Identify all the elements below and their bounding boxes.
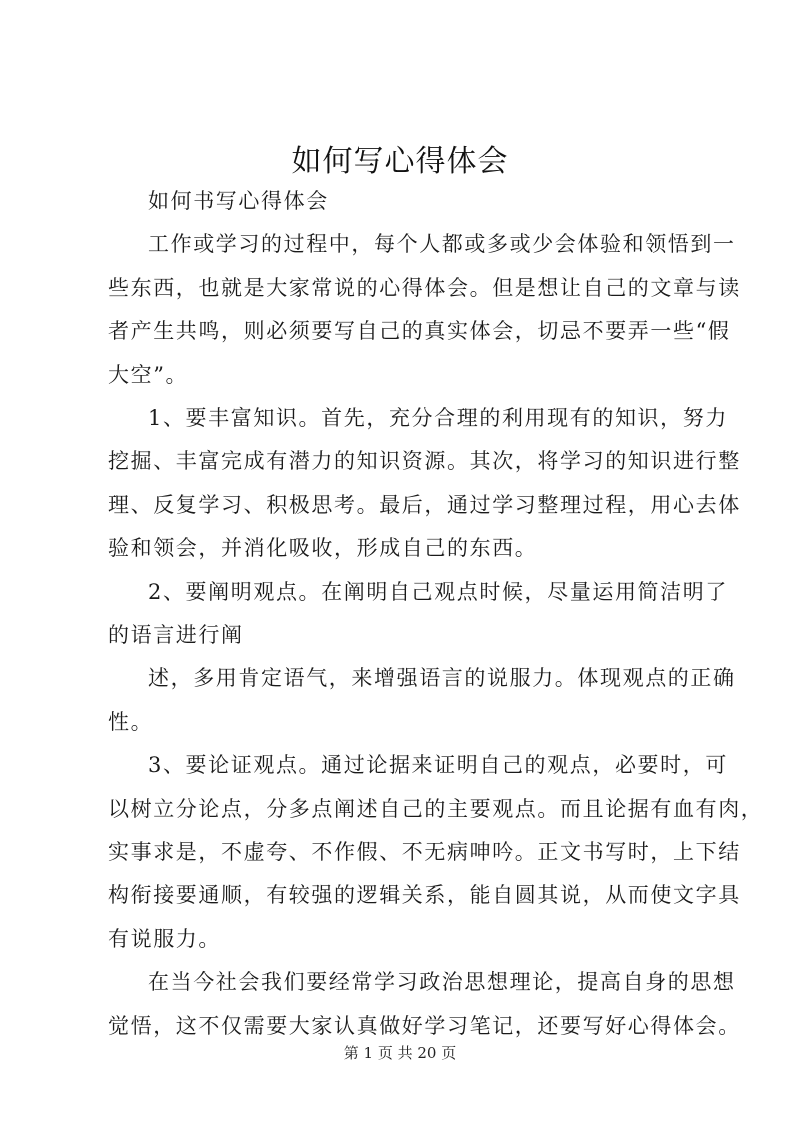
page-number-footer: 第 1 页 共 20 页 (343, 1044, 457, 1062)
paragraph-line: 3、要论证观点。通过论据来证明自己的观点，必要时，可 (148, 753, 728, 777)
paragraph-line: 挖掘、丰富完成有潜力的知识资源。其次，将学习的知识进行整 (108, 449, 741, 473)
paragraph-line: 工作或学习的过程中，每个人都或多或少会体验和领悟到一 (148, 232, 736, 256)
paragraph-line: 验和领会，并消化吸收，形成自己的东西。 (108, 536, 538, 560)
paragraph-line: 在当今社会我们要经常学习政治思想理论，提高自身的思想 (148, 970, 736, 994)
paragraph-line: 觉悟，这不仅需要大家认真做好学习笔记，还要写好心得体会。 (108, 1014, 741, 1038)
paragraph-line: 性。 (108, 710, 154, 734)
paragraph-line: 实事求是，不虚夸、不作假、不无病呻吟。正文书写时，上下结 (108, 840, 741, 864)
paragraph-line: 的语言进行阐 (108, 623, 244, 647)
paragraph-line: 理、反复学习、积极思考。最后，通过学习整理过程，用心去体 (108, 493, 741, 517)
paragraph-line: 些东西，也就是大家常说的心得体会。但是想让自己的文章与读 (108, 276, 741, 300)
subtitle-line: 如何书写心得体会 (148, 189, 329, 213)
paragraph-line: 大空”。 (108, 363, 189, 387)
paragraph-line: 2、要阐明观点。在阐明自己观点时候，尽量运用简洁明了 (148, 580, 728, 604)
paragraph-line: 者产生共鸣，则必须要写自己的真实体会，切忌不要弄一些“假 (108, 319, 731, 343)
paragraph-line: 述，多用肯定语气，来增强语言的说服力。体现观点的正确 (148, 666, 736, 690)
paragraph-line: 构衔接要通顺，有较强的逻辑关系，能自圆其说，从而使文字具 (108, 883, 741, 907)
paragraph-line: 1、要丰富知识。首先，充分合理的利用现有的知识，努力 (148, 406, 728, 430)
paragraph-line: 有说服力。 (108, 927, 221, 951)
document-title: 如何写心得体会 (291, 144, 509, 179)
paragraph-line: 以树立分论点，分多点阐述自己的主要观点。而且论据有血有肉， (108, 797, 764, 821)
